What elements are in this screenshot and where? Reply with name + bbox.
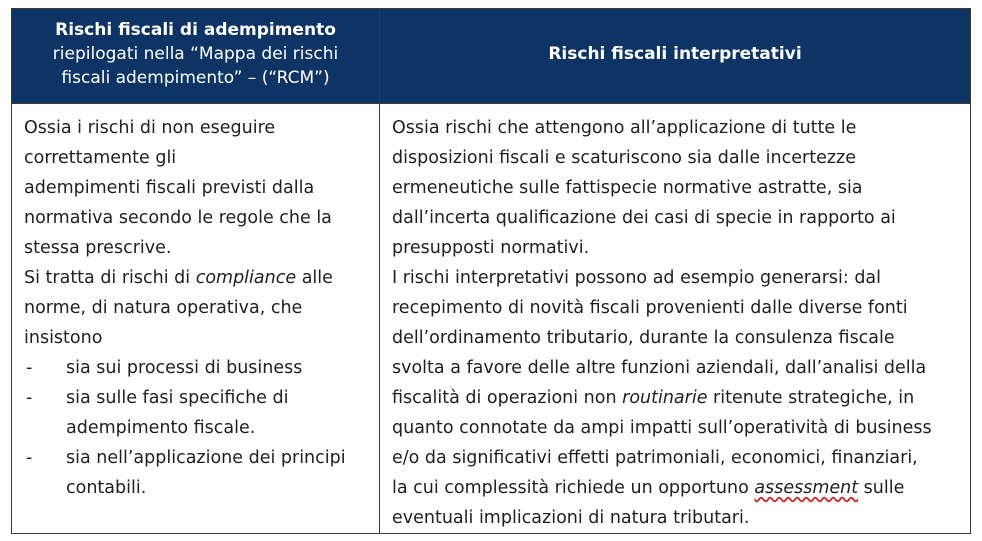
dash-marker: - [26,358,33,378]
right-line: recepimento di novità fiscali provenienti dalle diverse fonti [392,298,908,318]
right-line: e/o da significativi effetti patrimoniali, economici, finanziari, [392,448,918,468]
bullet-text: sia sulle fasi specifiche di [66,388,289,408]
right-line: Ossia rischi che attengono all’applicazione di tutte le [392,118,857,138]
column-divider [379,9,380,533]
left-line: insistono [24,328,103,348]
bullet-text: sia nell’applicazione dei principi [66,448,346,468]
header-left-subtitle-1: riepilogati nella “Mappa dei rischi [52,44,339,64]
italic-term-compliance: compliance [195,268,297,288]
header-left [12,18,379,90]
text-run: ritenute strategiche, in [707,388,915,408]
text-run: alle [296,268,333,288]
right-cell [392,113,964,533]
left-line [24,263,376,293]
left-line: stessa prescrive. [24,238,172,258]
text-run: sulle [858,478,905,498]
text-run: la cui complessità richiede un opportuno [392,478,755,498]
risk-table [11,8,971,534]
right-line: eventuali implicazioni di natura tributari. [392,508,750,528]
bullet-item [24,443,376,503]
right-line: I rischi interpretativi possono ad esempio generarsi: dal [392,268,882,288]
header-right-title: Rischi fiscali interpretativi [548,44,802,64]
header-left-subtitle-2: fiscali adempimento” – (“RCM”) [61,68,330,88]
text-run: fiscalità di operazioni non [392,388,623,408]
right-line [392,383,964,413]
bullet-item [24,353,376,383]
left-line: Ossia i rischi di non eseguire [24,118,276,138]
left-cell [24,113,376,503]
right-line: quanto connotate da ampi impatti sull’operatività di business [392,418,932,438]
right-line: svolta a favore delle altre funzioni aziendali, dall’analisi della [392,358,927,378]
left-line: correttamente gli [24,148,177,168]
right-line [392,473,964,503]
right-line: dall’incerta qualificazione dei casi di specie in rapporto ai [392,208,896,228]
header-left-title: Rischi fiscali di adempimento [55,20,336,40]
right-line: dell’ordinamento tributario, durante la consulenza fiscale [392,328,895,348]
italic-term-routinarie: routinarie [622,388,708,408]
left-line: adempimenti fiscali previsti dalla [24,178,315,198]
left-line: normativa secondo le regole che la [24,208,332,228]
right-line: disposizioni fiscali e scaturiscono sia dalle incertezze [392,148,856,168]
bullet-text: contabili. [66,478,147,498]
bullet-text: sia sui processi di business [66,358,303,378]
italic-term-assessment: assessment [754,478,859,498]
right-line: presupposti normativi. [392,238,590,258]
bullet-text: adempimento fiscale. [66,418,256,438]
header-divider [12,103,970,104]
dash-marker: - [26,448,33,468]
right-line: ermeneutiche sulle fattispecie normative astratte, sia [392,178,863,198]
bullet-item [24,383,376,443]
dash-marker: - [26,388,33,408]
text-run: Si tratta di rischi di [24,268,196,288]
left-line: norme, di natura operativa, che [24,298,303,318]
